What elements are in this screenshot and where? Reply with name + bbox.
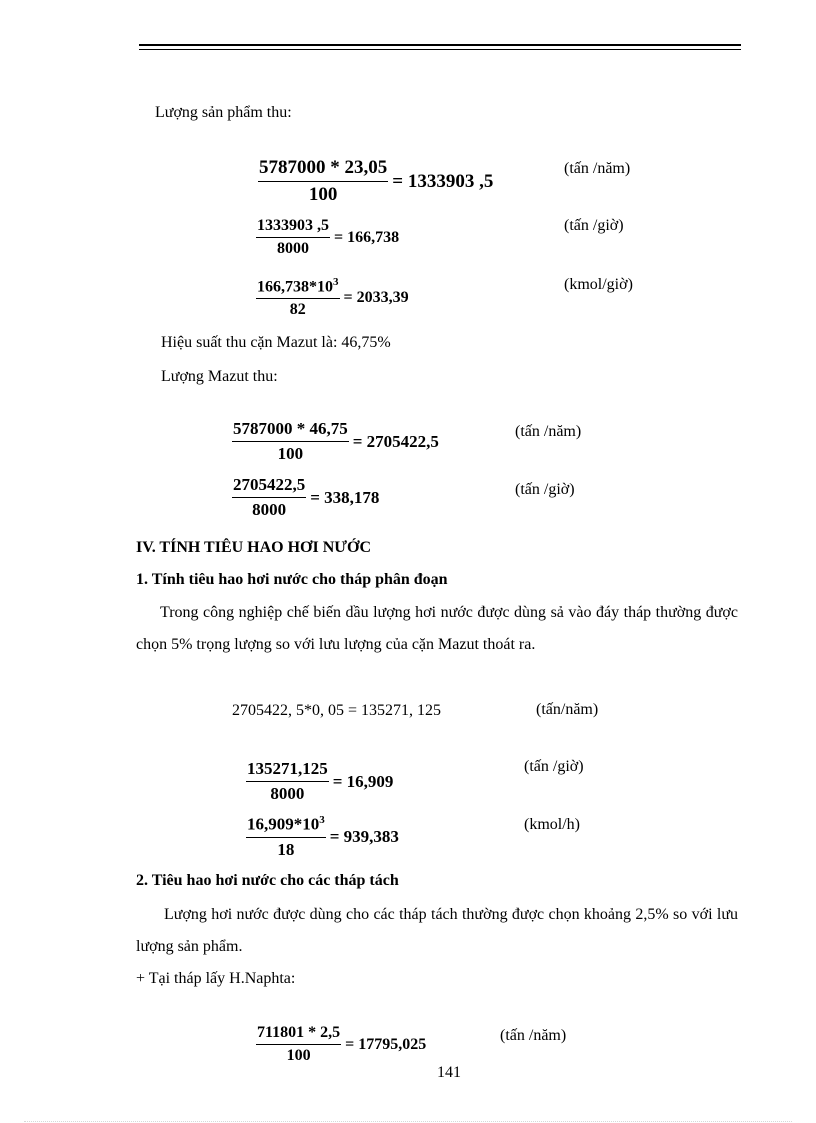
eq5-unit: (tấn /giờ) xyxy=(515,481,575,498)
eq7-result: = 939,383 xyxy=(329,826,399,846)
eq4-denominator: 100 xyxy=(277,444,304,463)
eq7-unit: (kmol/h) xyxy=(524,816,580,833)
equation-product-per-hour xyxy=(256,217,399,258)
eq4-result: = 2705422,5 xyxy=(352,431,439,451)
eq6-unit: (tấn /giờ) xyxy=(524,758,584,775)
eq7-denominator: 18 xyxy=(277,839,295,859)
eq5-numerator: 2705422,5 xyxy=(232,475,306,498)
paragraph-separator-steam: Lượng hơi nước được dùng cho các tháp tách thường được chọn khoảng 2,5% so với lưu lượng sản phẩm. xyxy=(136,906,738,955)
eq3-result: = 2033,39 xyxy=(343,288,409,306)
page-bottom-border xyxy=(24,1121,792,1122)
equation-steam-per-hour xyxy=(246,759,393,804)
section-iv-heading: IV. TÍNH TIÊU HAO HƠI NƯỚC xyxy=(136,539,372,556)
eq2-result: = 166,738 xyxy=(334,228,400,246)
equation-mazut-per-hour xyxy=(232,475,379,520)
eq2-denominator: 8000 xyxy=(277,240,309,257)
mazut-efficiency: Hiệu suất thu cặn Mazut là: 46,75% xyxy=(161,334,391,351)
eq8-result: = 17795,025 xyxy=(345,1035,427,1053)
equation-mazut-per-year xyxy=(232,419,439,464)
eq5-result: = 338,178 xyxy=(310,487,380,507)
eq7-numerator: 16,909*10 xyxy=(247,814,320,834)
eq7-exponent: 3 xyxy=(319,814,325,826)
eq3-unit: (kmol/giờ) xyxy=(564,276,633,293)
mazut-yield-label: Lượng Mazut thu: xyxy=(161,368,278,385)
eq4-unit: (tấn /năm) xyxy=(515,423,582,440)
equation-product-kmol-per-hour xyxy=(256,276,409,319)
eq8-numerator: 711801 * 2,5 xyxy=(256,1024,341,1045)
eq3-denominator: 82 xyxy=(289,301,306,319)
eq6-numerator: 135271,125 xyxy=(246,759,329,782)
eq8-unit: (tấn /năm) xyxy=(500,1027,567,1044)
calc-line-expression: 2705422, 5*0, 05 = 135271, 125 xyxy=(232,702,442,719)
page-number: 141 xyxy=(437,1064,461,1081)
equation-steam-kmol-per-hour xyxy=(246,814,399,860)
eq1-denominator: 100 xyxy=(308,184,338,205)
eq3-exponent: 3 xyxy=(333,276,339,288)
header-rule-thick xyxy=(139,44,741,46)
eq4-numerator: 5787000 * 46,75 xyxy=(232,419,349,442)
eq2-numerator: 1333903 ,5 xyxy=(256,217,330,238)
subsection-2-heading: 2. Tiêu hao hơi nước cho các tháp tách xyxy=(136,872,399,889)
eq6-result: = 16,909 xyxy=(332,771,394,791)
product-yield-label: Lượng sản phẩm thu: xyxy=(155,104,292,121)
equation-naphtha-steam-per-year xyxy=(256,1024,426,1065)
naphtha-label: + Tại tháp lấy H.Naphta: xyxy=(136,970,296,987)
eq8-denominator: 100 xyxy=(286,1047,311,1064)
eq1-unit: (tấn /năm) xyxy=(564,160,631,177)
subsection-1-heading: 1. Tính tiêu hao hơi nước cho tháp phân đoạn xyxy=(136,571,448,588)
paragraph-steam-fraction: Trong công nghiệp chế biến dầu lượng hơi nước được dùng sả vào đáy tháp thường được chọn 5% trọng lượng so với lưu lượng của cặn Mazut thoát ra. xyxy=(136,604,738,653)
calc-line-unit: (tấn/năm) xyxy=(536,701,599,718)
eq1-numerator: 5787000 * 23,05 xyxy=(258,157,388,182)
eq1-result: = 1333903 ,5 xyxy=(392,170,494,192)
equation-product-per-year xyxy=(258,157,493,206)
eq2-unit: (tấn /giờ) xyxy=(564,217,624,234)
eq3-numerator: 166,738*10 xyxy=(257,278,333,296)
eq5-denominator: 8000 xyxy=(252,500,287,519)
header-rule-thin xyxy=(139,49,741,50)
eq6-denominator: 8000 xyxy=(270,784,305,803)
